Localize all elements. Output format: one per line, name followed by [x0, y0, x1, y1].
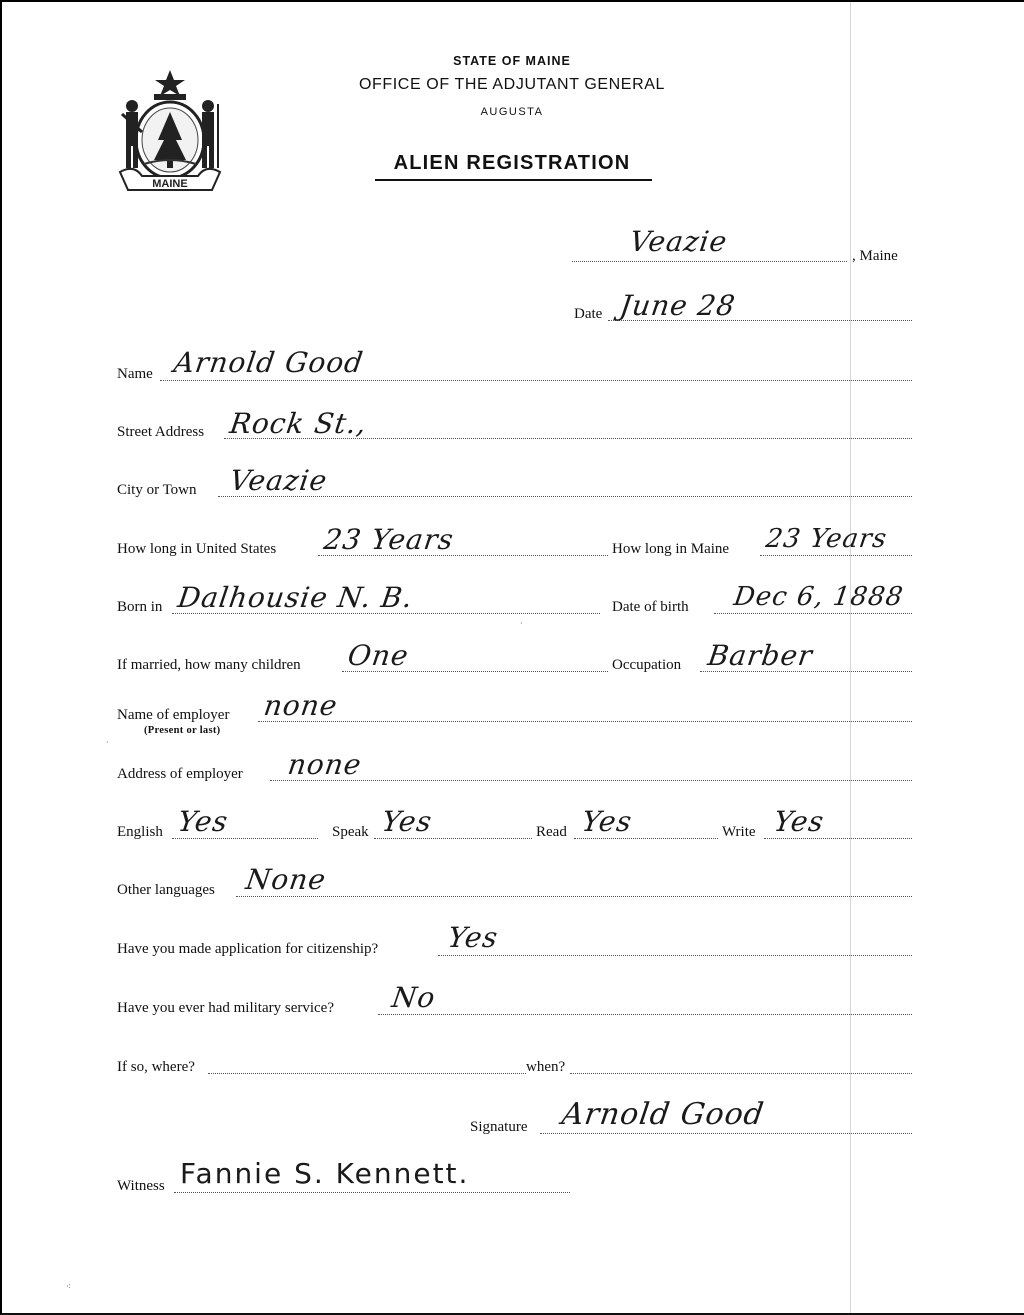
- when-label: when?: [526, 1059, 566, 1075]
- how-long-us-value: 23 Years: [321, 523, 456, 556]
- date-value: June 28: [617, 289, 738, 322]
- street-address-label: Street Address: [117, 424, 205, 440]
- signature-label: Signature: [470, 1119, 528, 1135]
- scan-speck: ⁖: [66, 1282, 71, 1291]
- born-in-value: Dalhousie N. B.: [175, 581, 416, 614]
- english-value: Yes: [175, 805, 231, 838]
- citizenship-value: Yes: [445, 921, 501, 954]
- citizenship-label: Have you made application for citizenship?: [117, 941, 379, 957]
- name-label: Name: [117, 366, 153, 382]
- write-value: Yes: [771, 805, 827, 838]
- english-line: [172, 838, 318, 839]
- witness-line: [174, 1192, 570, 1193]
- town-line: [572, 261, 847, 262]
- other-languages-value: None: [243, 863, 329, 896]
- name-value: Arnold Good: [171, 346, 366, 379]
- english-label: English: [117, 824, 163, 840]
- born-in-label: Born in: [117, 599, 163, 615]
- name-line: [160, 380, 912, 381]
- military-line: [378, 1014, 912, 1015]
- where-line: [208, 1073, 526, 1074]
- scan-fold-line: [850, 2, 851, 1315]
- speak-value: Yes: [379, 805, 435, 838]
- maine-suffix: , Maine: [852, 248, 898, 264]
- when-line: [570, 1073, 912, 1074]
- scan-speck: ·: [106, 738, 109, 747]
- employer-name-line: [258, 721, 912, 722]
- military-label: Have you ever had military service?: [117, 1000, 334, 1016]
- how-long-maine-value: 23 Years: [763, 524, 890, 554]
- occupation-value: Barber: [705, 639, 815, 672]
- how-long-us-label: How long in United States: [117, 541, 277, 557]
- scan-speck: ·: [520, 619, 523, 628]
- employer-name-sublabel: (Present or last): [144, 725, 221, 736]
- maine-state-seal: [114, 68, 226, 194]
- town-value: Veazie: [627, 225, 730, 258]
- where-label: If so, where?: [117, 1059, 195, 1075]
- military-value: No: [389, 981, 438, 1014]
- city-town-value: Veazie: [227, 464, 330, 497]
- state-heading: STATE OF MAINE: [453, 54, 571, 68]
- other-languages-label: Other languages: [117, 882, 215, 898]
- employer-name-value: none: [261, 689, 340, 722]
- citizenship-line: [438, 955, 912, 956]
- children-label: If married, how many children: [117, 657, 301, 673]
- write-line: [764, 838, 912, 839]
- employer-address-line: [270, 780, 912, 781]
- date-of-birth-label: Date of birth: [612, 599, 689, 615]
- employer-name-label: Name of employer: [117, 707, 230, 723]
- read-label: Read: [536, 824, 567, 840]
- children-value: One: [345, 639, 411, 672]
- city-town-label: City or Town: [117, 482, 197, 498]
- occupation-label: Occupation: [612, 657, 682, 673]
- city-heading: AUGUSTA: [480, 106, 544, 118]
- title-underline: [375, 179, 652, 181]
- street-address-value: Rock St.,: [227, 407, 370, 440]
- form-title: ALIEN REGISTRATION: [393, 152, 631, 174]
- date-of-birth-line: [714, 613, 912, 614]
- date-of-birth-value: Dec 6, 1888: [731, 582, 906, 612]
- how-long-maine-label: How long in Maine: [612, 541, 730, 557]
- seal-text: MAINE: [152, 178, 188, 190]
- how-long-maine-line: [760, 555, 912, 556]
- signature-line: [540, 1133, 912, 1134]
- witness-value: Fannie S. Kennett.: [180, 1157, 470, 1190]
- speak-label: Speak: [332, 824, 369, 840]
- write-label: Write: [722, 824, 756, 840]
- employer-address-value: none: [285, 748, 364, 781]
- read-line: [574, 838, 718, 839]
- speak-line: [374, 838, 532, 839]
- office-heading: OFFICE OF THE ADJUTANT GENERAL: [358, 76, 666, 93]
- read-value: Yes: [579, 805, 635, 838]
- witness-label: Witness: [117, 1178, 165, 1194]
- other-languages-line: [236, 896, 912, 897]
- employer-address-label: Address of employer: [117, 766, 243, 782]
- signature-value: Arnold Good: [559, 1097, 767, 1132]
- date-label: Date: [574, 306, 603, 322]
